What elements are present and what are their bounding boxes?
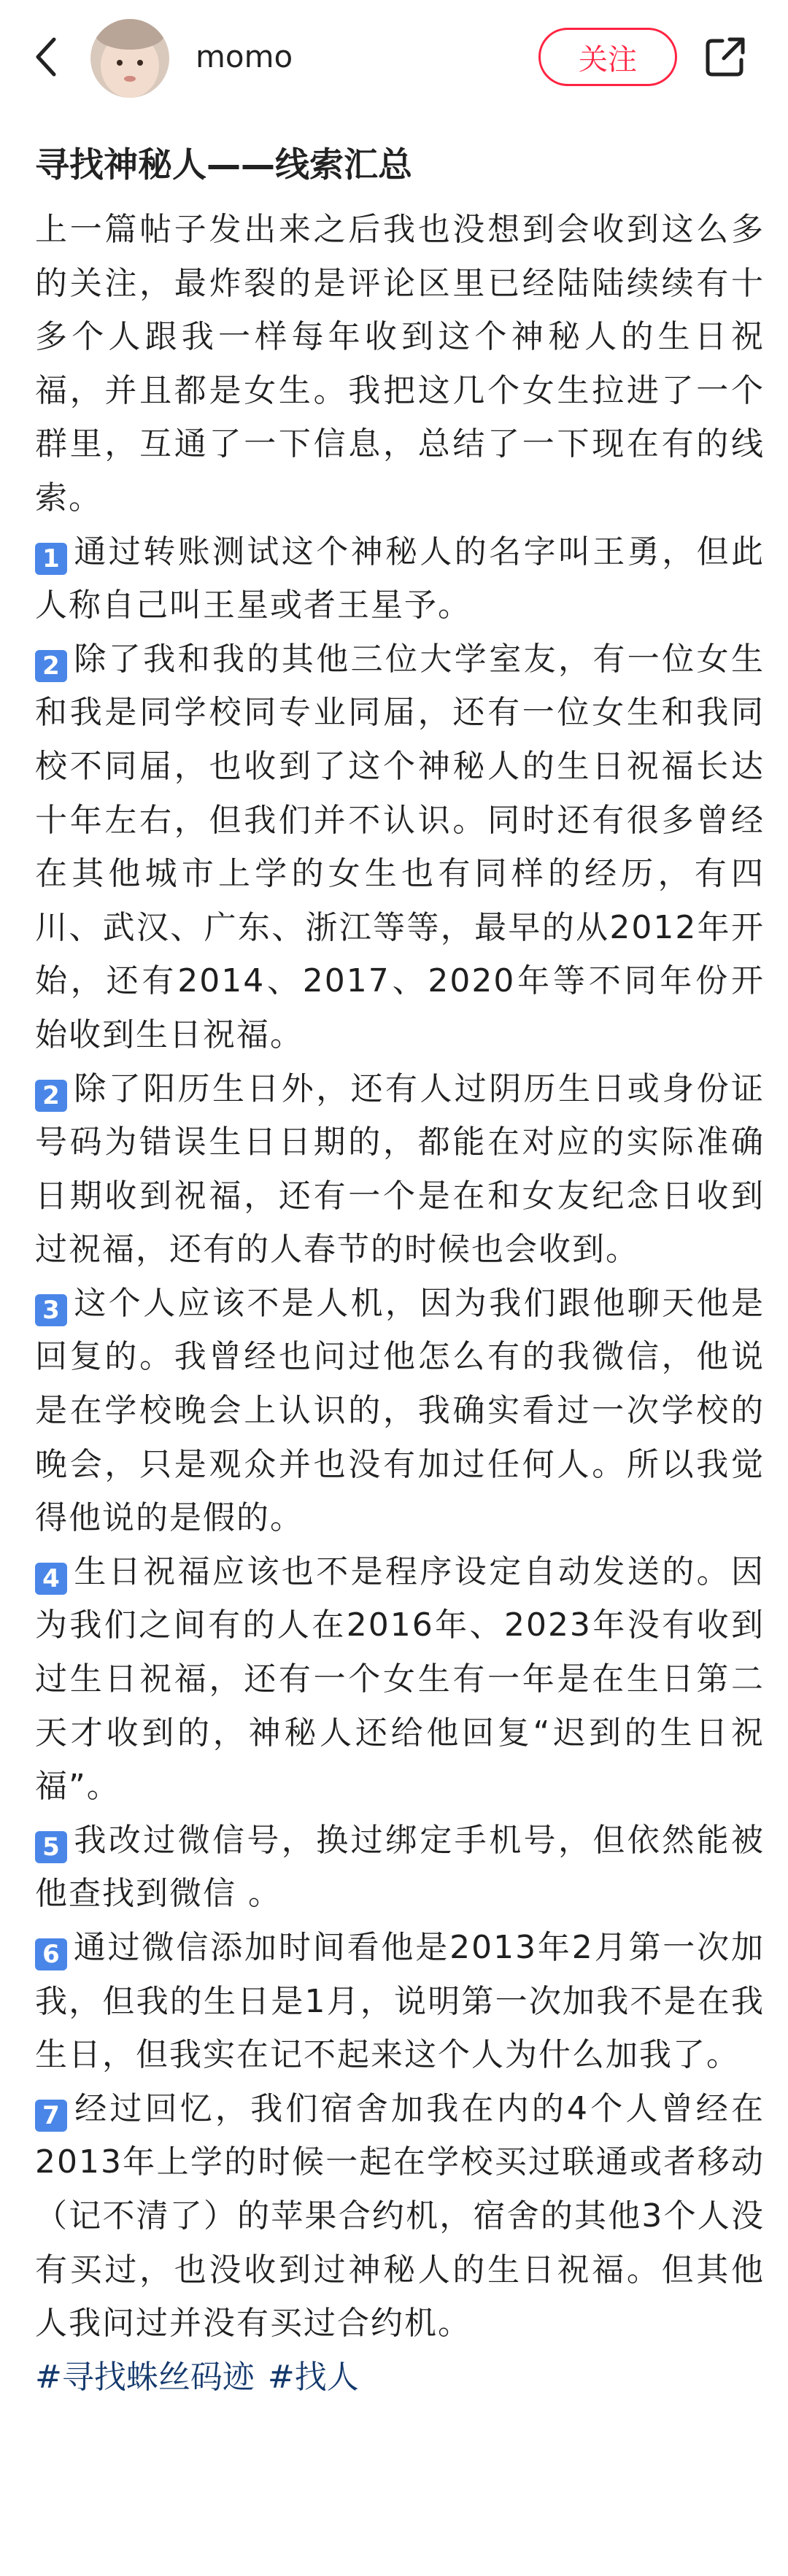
chevron-left-icon [32,35,58,79]
number-badge-5: 4 [35,1563,67,1595]
hashtag-link[interactable]: #找人 [267,2358,359,2396]
clue-item-5 [35,1545,765,1814]
clue-item-3 [35,1062,765,1277]
clue-text-4: 这个人应该不是人机，因为我们跟他聊天他是回复的。我曾经也问过他怎么有的我微信，他说是在学校晚会上认识的，我确实看过一次学校的晚会，只是观众并也没有加过任何人。所以我觉得他说的是假的。 [35,1284,765,1537]
clue-text-3: 除了阳历生日外，还有人过阴历生日或身份证号码为错误生日日期的，都能在对应的实际准确日期收到祝福，还有一个是在和女友纪念日收到过祝福，还有的人春节的时候也会收到。 [35,1070,765,1269]
post-title: 寻找神秘人——线索汇总 [35,145,412,185]
number-badge-1: 1 [35,543,67,575]
follow-button[interactable]: 关注 [538,28,677,86]
clue-item-1 [35,525,765,633]
clue-item-4 [35,1277,765,1545]
clue-text-7: 通过微信添加时间看他是2013年2月第一次加我，但我的生日是1月，说明第一次加我不是在我生日，但我实在记不起来这个人为什么加我了。 [35,1929,765,2074]
number-badge-7: 6 [35,1938,67,1970]
number-badge-4: 3 [35,1294,67,1326]
clue-text-2: 除了我和我的其他三位大学室友，有一位女生和我是同学校同专业同届，还有一位女生和我同校不同届，也收到了这个神秘人的生日祝福长达十年左右，但我们并不认识。同时还有很多曾经在其他城市上学的女生也有同样的经历，有四川、武汉、广东、浙江等等，最早的从2012年开始，还有2014、2017、2020年等不同年份开始收到生日祝福。 [35,640,765,1053]
hashtag-link[interactable]: #寻找蛛丝码迹 [35,2358,255,2396]
clue-item-8 [35,2082,765,2351]
top-bar [0,0,788,114]
avatar[interactable] [90,19,169,98]
number-badge-6: 5 [35,1831,67,1863]
share-button[interactable] [698,29,753,85]
post-intro: 上一篇帖子发出来之后我也没想到会收到这么多的关注，最炸裂的是评论区里已经陆陆续续有十多个人跟我一样每年收到这个神秘人的生日祝福，并且都是女生。我把这几个女生拉进了一个群里，互通了一下信息，总结了一下现在有的线索。 [35,211,765,517]
back-button[interactable] [22,29,69,85]
clue-item-2 [35,633,765,1062]
clue-text-5: 生日祝福应该也不是程序设定自动发送的。因为我们之间有的人在2016年、2023年没有收到过生日祝福，还有一个女生有一年是在生日第二天才收到的，神秘人还给他回复“迟到的生日祝福”。 [35,1552,765,1806]
number-badge-3: 2 [35,1080,67,1112]
clue-item-6 [35,1814,765,1921]
clue-text-1: 通过转账测试这个神秘人的名字叫王勇，但此人称自己叫王星或者王星予。 [35,533,765,624]
post-content [35,139,765,2405]
clue-item-7 [35,1921,765,2082]
tag-list [35,2351,765,2405]
number-badge-8: 7 [35,2100,67,2132]
avatar-image [90,19,169,98]
author-name[interactable]: momo [196,39,293,74]
share-icon [703,35,747,79]
clue-text-8: 经过回忆，我们宿舍加我在内的4个人曾经在2013年上学的时候一起在学校买过联通或者移动（记不清了）的苹果合约机，宿舍的其他3个人没有买过，也没收到过神秘人的生日祝福。但其他人我问过并没有买过合约机。 [35,2089,765,2343]
number-badge-2: 2 [35,650,67,682]
clue-text-6: 我改过微信号，换过绑定手机号，但依然能被他查找到微信 。 [35,1821,765,1913]
